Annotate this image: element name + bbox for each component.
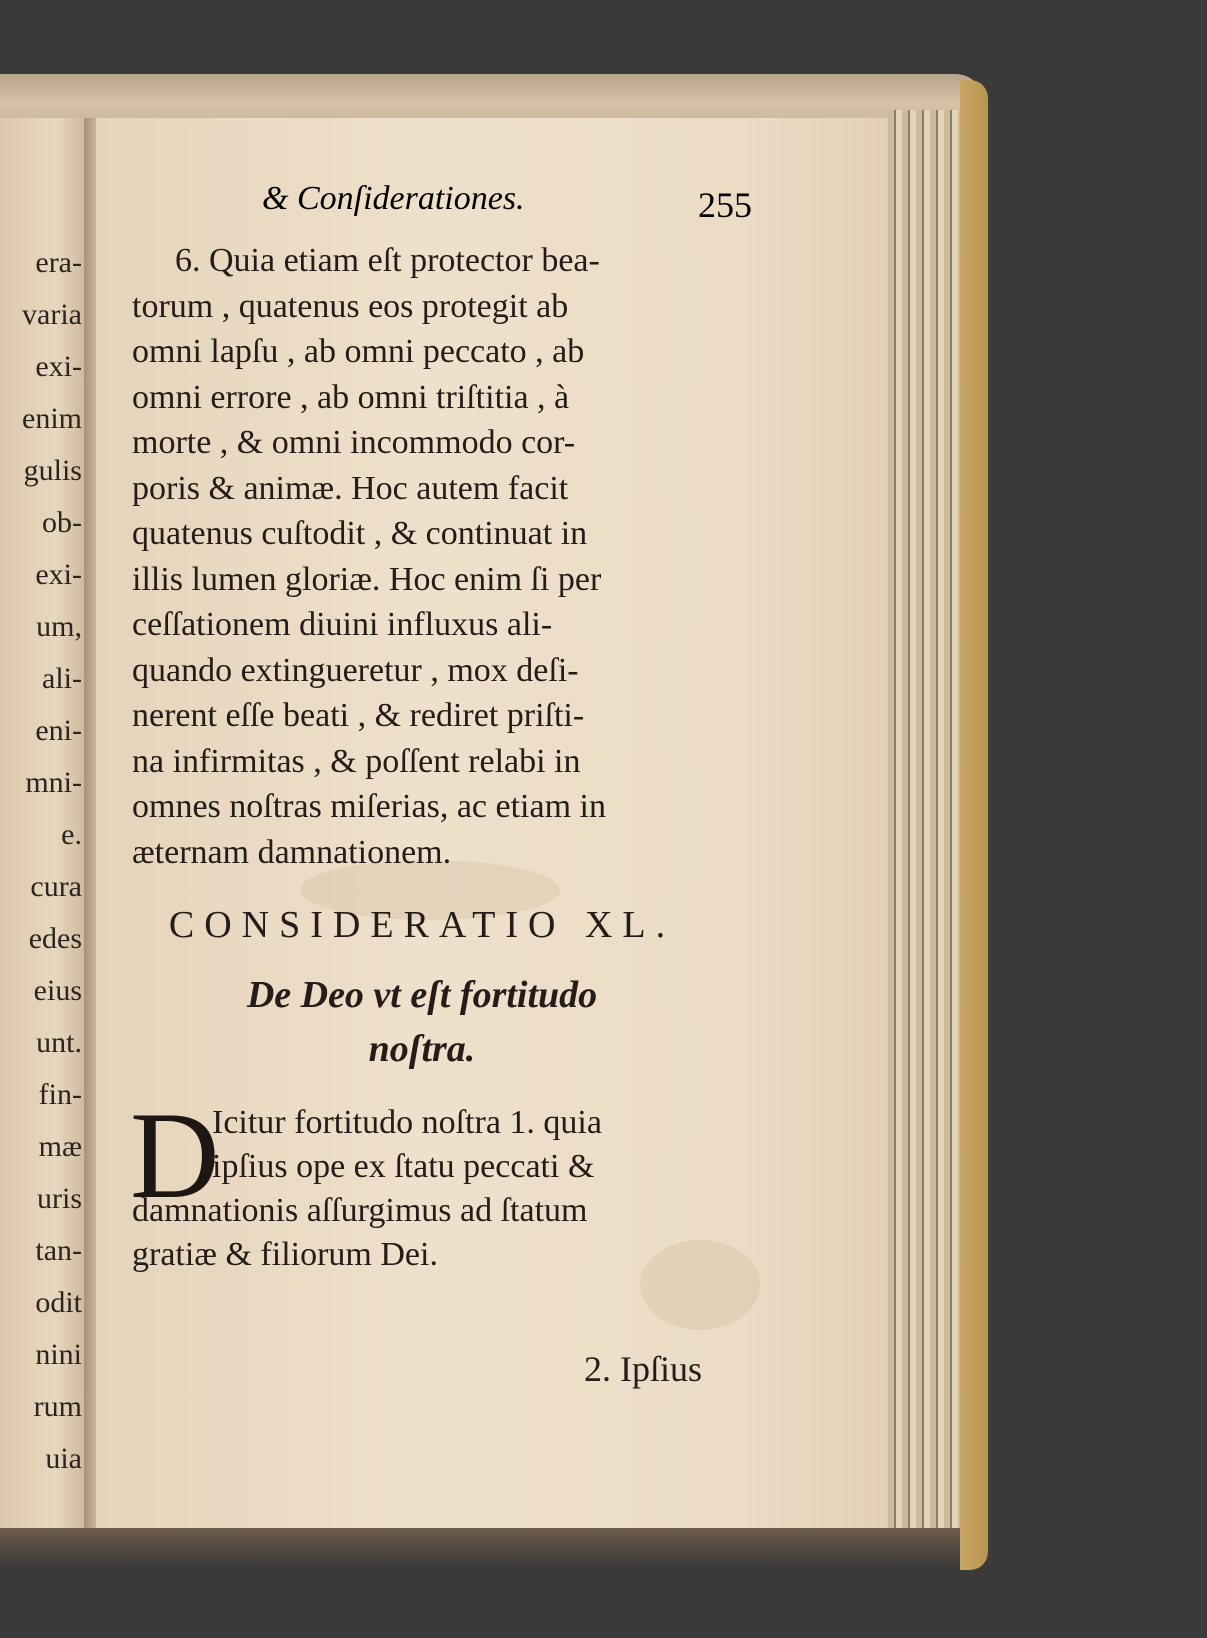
left-page-line: varia: [22, 298, 82, 331]
page-number: 255: [698, 185, 752, 225]
text-line: morte , & omni incommodo cor-: [132, 424, 576, 461]
text-line: na infirmitas , & poſſent relabi in: [132, 742, 581, 780]
bottom-shadow: [0, 1528, 960, 1568]
left-page-line: ali-: [42, 662, 82, 695]
text-line: omni lapſu , ab omni peccato , ab: [132, 333, 585, 370]
left-page-line: mæ: [38, 1130, 82, 1163]
text-line: ceſſationem diuini influxus ali-: [132, 606, 553, 643]
left-page-line: cura: [30, 870, 82, 903]
left-page-line: gulis: [23, 454, 82, 487]
running-title: & Conſiderationes.: [262, 180, 525, 217]
left-page-line: exi-: [35, 350, 82, 383]
text-line: gratiæ & filiorum Dei.: [132, 1236, 438, 1273]
drop-cap: D: [130, 1087, 220, 1224]
text-line: nerent eſſe beati , & rediret priſti-: [132, 697, 585, 734]
text-line: ipſius ope ex ſtatu peccati &: [212, 1148, 595, 1185]
text-line: Icitur fortitudo noſtra 1. quia: [212, 1104, 602, 1141]
left-page-line: nini: [35, 1338, 82, 1371]
left-page-line: edes: [28, 922, 82, 955]
section-title-line-2: noſtra.: [368, 1028, 476, 1070]
text-line: damnationis aſſurgimus ad ſtatum: [132, 1192, 588, 1229]
section-heading: CONSIDERATIO XL.: [168, 904, 676, 946]
paper-stain: [640, 1240, 760, 1330]
text-line: illis lumen gloriæ. Hoc enim ſi per: [132, 560, 602, 598]
left-page-line: fin-: [38, 1078, 82, 1111]
left-page-line: uia: [45, 1442, 82, 1475]
left-page-line: era-: [35, 246, 82, 279]
left-page-line: unt.: [36, 1026, 82, 1059]
text-line: torum , quatenus eos protegit ab: [132, 287, 569, 325]
previous-page-fragment: [0, 118, 92, 1538]
running-head: [132, 180, 752, 230]
text-line: poris & animæ. Hoc autem facit: [132, 469, 569, 507]
left-page-line: enim: [22, 402, 82, 435]
left-page-line: ob-: [42, 506, 82, 539]
left-page-line: eius: [33, 974, 82, 1007]
text-line: 6. Quia etiam eſt protector bea-: [175, 242, 600, 279]
text-line: quatenus cuſtodit , & continuat in: [132, 515, 588, 552]
left-page-line: tan-: [35, 1234, 82, 1267]
text-line: æternam damnationem.: [132, 833, 452, 871]
text-line: omni errore , ab omni triſtitia , à: [132, 378, 570, 416]
left-page-line: odit: [35, 1286, 82, 1319]
left-page-line: eni-: [35, 714, 82, 747]
left-page-line: exi-: [35, 558, 82, 591]
left-page-line: rum: [33, 1390, 82, 1423]
left-page-line: um,: [36, 610, 82, 643]
text-line: omnes noſtras miſerias, ac etiam in: [132, 788, 606, 825]
left-page-line: uris: [37, 1182, 82, 1215]
cover-edge: [960, 80, 988, 1570]
text-line: quando extingueretur , mox deſi-: [132, 651, 579, 689]
catchword: 2. Ipſius: [583, 1349, 702, 1389]
left-page-line: e.: [61, 818, 82, 851]
section-title-line-1: De Deo vt eſt fortitudo: [246, 974, 598, 1016]
left-page-line: mni-: [25, 766, 82, 799]
